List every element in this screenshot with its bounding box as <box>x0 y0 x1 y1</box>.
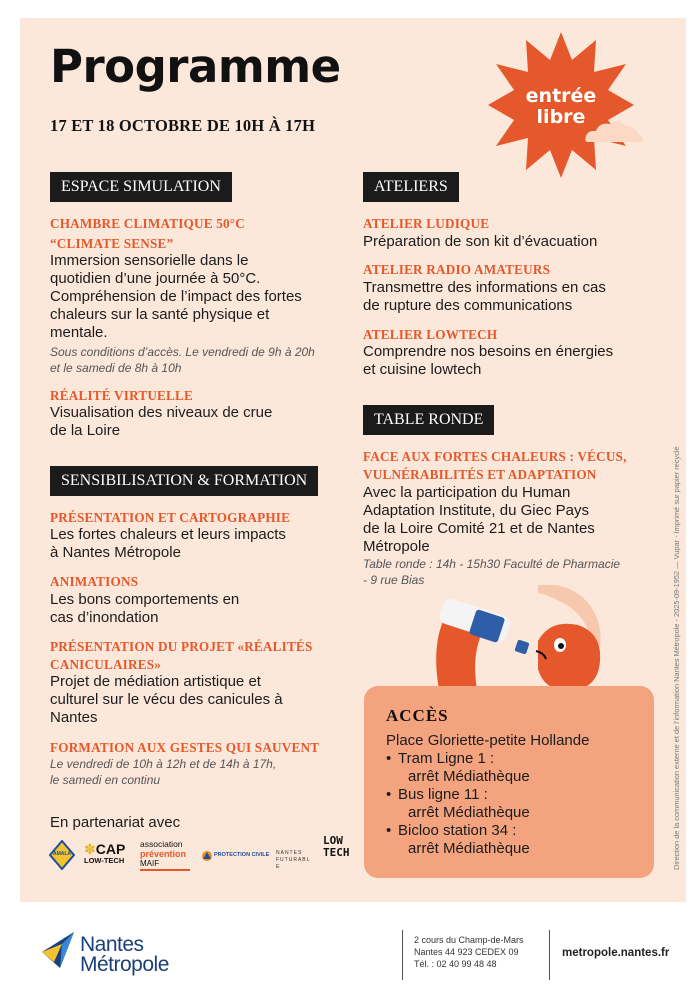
animations-title: ANIMATIONS <box>50 574 139 589</box>
partners-label: En partenariat avec <box>50 814 181 831</box>
animations-body: Les bons comportements en cas d’inondation <box>50 591 240 626</box>
chambre-note: Sous conditions d’accès. Le vendredi de 9h à 20h et le samedi de 8h à 10h <box>50 345 315 375</box>
footer-address: 2 cours du Champ-de-Mars Nantes 44 923 CEDEX 09 Tél. : 02 40 99 48 48 <box>414 935 524 969</box>
date-subtitle: 17 ET 18 OCTOBRE DE 10H À 17H <box>50 116 316 135</box>
footer-logo-line2: Métropole <box>80 953 169 976</box>
footer-logo-line1: Nantes <box>80 933 144 956</box>
acces-list <box>386 750 530 858</box>
chambre-title: CHAMBRE CLIMATIQUE 50°C <box>50 216 245 231</box>
footer-divider <box>549 930 550 980</box>
rv-title: RÉALITÉ VIRTUELLE <box>50 388 194 403</box>
table-ronde-note: Table ronde : 14h - 15h30 Faculté de Pharmacie - 9 rue Bias <box>363 557 621 587</box>
presentation-body: Les fortes chaleurs et leurs impacts à Nantes Métropole <box>50 526 286 561</box>
section-header-espace-simulation: ESPACE SIMULATION <box>50 172 232 202</box>
projet-body: Projet de médiation artistique et culturel sur le vécu des canicules à Nantes <box>50 673 283 726</box>
list-item: • Bus ligne 11 : arrêt Médiathèque <box>386 786 530 822</box>
formation-title: FORMATION AUX GESTES QUI SAUVENT <box>50 740 320 755</box>
nantes-metropole-logo-icon <box>40 930 78 970</box>
list-item: • Bicloo station 34 : arrêt Médiathèque <box>386 822 530 858</box>
chambre-subtitle: “CLIMATE SENSE” <box>50 236 174 251</box>
atelier-lowtech-body: Comprendre nos besoins en énergies et cuisine lowtech <box>363 343 614 378</box>
amala-logo: AMALA <box>49 840 75 870</box>
projet-title-2: CANICULAIRES» <box>50 657 162 672</box>
atelier-ludique-body: Préparation de son kit d’évacuation <box>363 233 598 250</box>
section-header-sensibilisation: SENSIBILISATION & FORMATION <box>50 466 318 496</box>
badge-text: entrée libre <box>525 85 597 128</box>
prevention-maif-logo: association prévention MAIF <box>140 840 192 872</box>
list-item: • Tram Ligne 1 : arrêt Médiathèque <box>386 750 530 786</box>
acces-title: ACCÈS <box>386 706 449 725</box>
protection-civile-logo: PROTECTION CIVILE <box>202 849 270 865</box>
atelier-radio-body: Transmettre des informations en cas de rupture des communications <box>363 279 606 314</box>
projet-title: PRÉSENTATION DU PROJET «RÉALITÉS <box>50 639 313 654</box>
acces-place: Place Gloriette-petite Hollande <box>386 732 590 749</box>
rv-body: Visualisation des niveaux de crue de la Loire <box>50 404 273 439</box>
atelier-ludique-title: ATELIER LUDIQUE <box>363 216 490 231</box>
atelier-lowtech-title: ATELIER LOWTECH <box>363 327 498 342</box>
person-drinking-illustration-icon <box>420 585 620 695</box>
section-header-ateliers: ATELIERS <box>363 172 459 202</box>
table-ronde-title: FACE AUX FORTES CHALEURS : VÉCUS, <box>363 449 627 464</box>
section-header-table-ronde: TABLE RONDE <box>363 405 494 435</box>
chambre-body: Immersion sensorielle dans le quotidien d’une journée à 50°C. Compréhension de l’impact des fortes chaleurs sur la santé physique et mentale. <box>50 252 302 341</box>
vertical-credit: Direction de la communication externe et de l’information Nantes Métropole - 2025-09-1952 — Vupar - Imprimé sur papier recyclé <box>672 446 681 870</box>
page-title: Programme <box>50 40 341 93</box>
protection-civile-icon <box>202 851 212 861</box>
table-ronde-title-2: VULNÉRABILITÉS ET ADAPTATION <box>363 467 597 482</box>
atelier-radio-title: ATELIER RADIO AMATEURS <box>363 262 551 277</box>
table-ronde-body: Avec la participation du Human Adaptation Institute, du Giec Pays de la Loire Comité 21 et de Nantes Métropole <box>363 484 595 555</box>
cap-lowtech-logo: ✽CAP LOW-TECH <box>84 841 126 865</box>
formation-note: Le vendredi de 10h à 12h et de 14h à 17h, le samedi en continu <box>50 757 277 787</box>
footer-url-link[interactable]: metropole.nantes.fr <box>562 947 670 959</box>
acces-box <box>364 686 654 878</box>
footer-divider <box>402 930 403 980</box>
nantes-futurable-logo: NANTES FUTURABLE <box>276 850 311 870</box>
presentation-title: PRÉSENTATION ET CARTOGRAPHIE <box>50 510 291 525</box>
lowtech-lab-logo: LOW TECH <box>323 834 350 859</box>
